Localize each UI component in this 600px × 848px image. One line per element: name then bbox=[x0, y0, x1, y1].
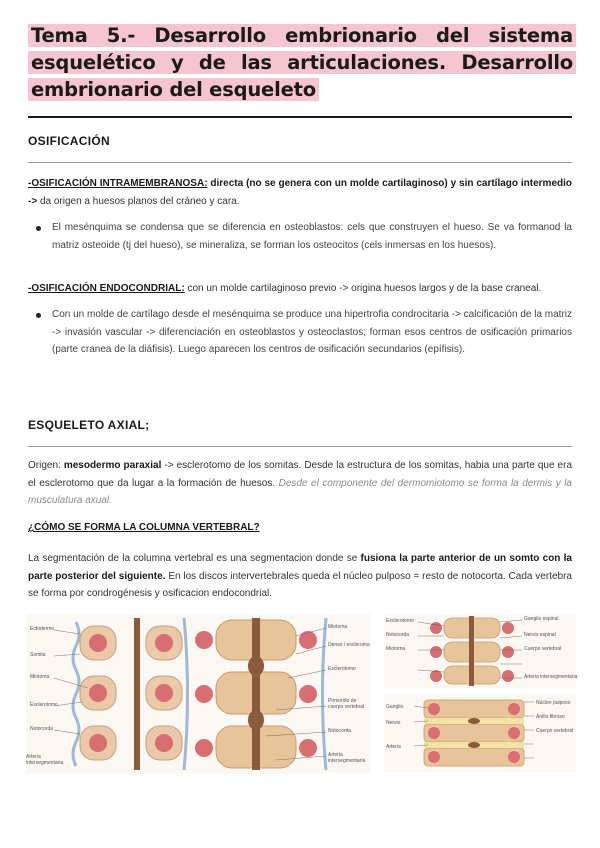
bullet-text: Con un molde de cartílago desde el mesénquima se produce una hipertrofia condrocitaria -> calcificación de la matriz -> invasión vascular -> diferenciación en osteoblastos y osteoclastos; forman esos centros de osificación primarios (parte cranea de la diáfisis). Luego aparecen los centros de osificación secundarios (epífisis). bbox=[52, 309, 573, 355]
figure-vertebra-formation bbox=[384, 614, 576, 688]
columna-heading-text: ¿CÓMO SE FORMA LA COLUMNA VERTEBRAL? bbox=[28, 522, 260, 533]
title-divider bbox=[28, 116, 572, 118]
fig-label: Miotoma bbox=[386, 646, 406, 652]
paragraph-origen bbox=[28, 457, 572, 510]
heading-osificacion: OSIFICACIÓN bbox=[28, 134, 110, 148]
bullet-endocondrial bbox=[36, 306, 572, 359]
somite-diagram-image bbox=[26, 614, 371, 774]
fig-label: Primordio de cuerpo vertebral bbox=[328, 698, 365, 710]
fig-label: Notocorda bbox=[328, 728, 352, 734]
bullet-dot-icon bbox=[36, 313, 41, 318]
page-title bbox=[28, 22, 576, 103]
origen-label: Origen: bbox=[28, 460, 61, 471]
fig-label: Anillo fibroso bbox=[536, 714, 565, 720]
heading-esqueleto-axial: ESQUELETO AXIAL; bbox=[28, 418, 150, 432]
fig-label: Notocorda bbox=[30, 726, 54, 732]
bullet-intramembranosa bbox=[36, 219, 572, 254]
fig-label: Nervio bbox=[386, 720, 401, 726]
section-divider-axial bbox=[28, 446, 572, 447]
label-intramembranosa: -OSIFICACIÓN INTRAMEMBRANOSA: bbox=[28, 178, 208, 189]
fig-label: Esclerotomo bbox=[30, 702, 58, 708]
fig-label: Arteria intersegmentaria bbox=[524, 674, 578, 680]
fig-label: Cuerpo vertebral bbox=[536, 728, 574, 734]
bullet-text: El mesénquima se condensa que se diferencia en osteoblastos: cels que construyen el hueso. Se va formanod la matriz osteoide (tj del hueso), se mineraliza, se forman los osteocitos (cels inmersas en los huesos). bbox=[52, 222, 572, 251]
fig-label: Cuerpo vertebral bbox=[524, 646, 562, 652]
columna-bold: fusiona la parte anterior de un somto con la parte posterior del siguiente. bbox=[28, 553, 572, 582]
figure-somite-resegmentation bbox=[26, 614, 371, 774]
fig-label: Ganglio bbox=[386, 704, 404, 710]
fig-label: Nervio espinal bbox=[524, 632, 556, 638]
fig-label: Miotoma bbox=[30, 674, 50, 680]
fig-label: Esclerotomo bbox=[386, 618, 414, 624]
fig-label: Somita bbox=[30, 652, 46, 658]
paragraph-intramembranosa bbox=[28, 175, 572, 210]
bold-intramembranosa: directa (no se genera con un molde cartilaginoso) y sin cartílago intermedio -> bbox=[28, 178, 573, 207]
fig-label: Arteria bbox=[386, 744, 401, 750]
fig-label: Arteria intersegmentaria bbox=[328, 752, 366, 764]
section-divider-osificacion bbox=[28, 162, 572, 163]
fig-label: Núcleo pulposo bbox=[536, 700, 571, 706]
fig-label: Ganglio espinal bbox=[524, 616, 559, 622]
title-highlight: Tema 5.- Desarrollo embrionario del sistema esquelético y de las articulaciones. Desarrollo embrionario del esqueleto bbox=[28, 24, 576, 101]
fig-label: Denso / escleroma bbox=[328, 642, 370, 648]
text-endocondrial: con un molde cartilaginoso previo -> origina huesos largos y de la base craneal. bbox=[184, 283, 542, 294]
origen-bold: mesodermo paraxial bbox=[63, 460, 162, 471]
figure-intervertebral-disc bbox=[384, 694, 576, 772]
columna-text-2: En los discos intervertebrales queda el núcleo pulposo = resto de notocorta. Cada vertebra se forma por condrogénesis y osificacion endocondrial. bbox=[28, 570, 572, 599]
fig-label: Miotoma bbox=[328, 624, 348, 630]
text-intramembranosa: da origen a huesos planos del cráneo y cara. bbox=[37, 195, 240, 207]
fig-label: Arteria intersegmentaria bbox=[26, 754, 64, 766]
fig-label: Ectodermo bbox=[30, 626, 55, 632]
paragraph-columna bbox=[28, 550, 572, 603]
fig-label: Notocorda bbox=[386, 632, 410, 638]
fig-label: Esclerotomo bbox=[328, 666, 356, 672]
heading-columna-vertebral bbox=[28, 519, 572, 537]
paragraph-endocondrial bbox=[28, 280, 572, 298]
origen-italic: Desde el componente del dermomiotomo se forma la dermis y la musculatura axual. bbox=[28, 477, 572, 506]
columna-text-1: La segmentación de la columna vertebral es una segmentacion donde se bbox=[28, 553, 361, 564]
origen-text: -> esclerotomo de los somitas. Desde la estructura de los somitas, habia una parte que era el esclerotomo que da lugar a la formación de huesos. bbox=[28, 460, 573, 489]
bullet-dot-icon bbox=[36, 226, 41, 231]
label-endocondrial: -OSIFICACIÓN ENDOCONDRIAL: bbox=[28, 283, 185, 294]
